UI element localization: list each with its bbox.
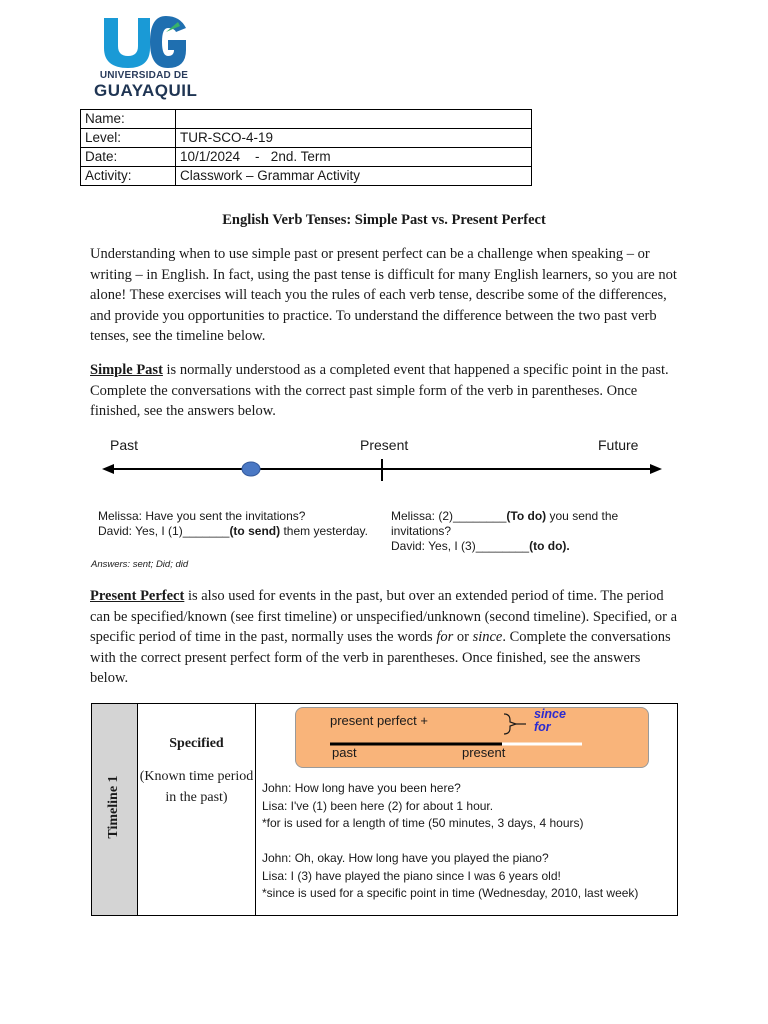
pp-conversation-1	[262, 780, 584, 833]
table-row	[81, 148, 532, 167]
present-perfect-heading: Present Perfect	[90, 588, 185, 604]
intro-paragraph: Understanding when to use simple past or present perfect can be a challenge when speaking – or writing – in English. In fact, using the past tense is difficult for many English learners, so you are not alone! These exercises will teach you the rules of each verb tense, describe some of the differences, and provide you opportunities to practice. To understand the difference between the two past verb tenses, see the timeline below.	[90, 246, 677, 345]
brace-icon	[496, 712, 526, 736]
ug-logo-icon	[100, 14, 188, 68]
conv-left-verb1: (to send)	[229, 524, 281, 538]
conv-right-verb3: (to do).	[529, 539, 570, 553]
pp-diagram-present: present	[462, 745, 506, 760]
university-logo	[94, 14, 198, 100]
name-label: Name:	[81, 110, 176, 129]
student-info-table	[80, 109, 532, 186]
level-value: TUR-SCO-4-19	[176, 129, 532, 148]
date-value: 10/1/2024 - 2nd. Term	[176, 148, 532, 167]
conversation-left	[98, 509, 368, 539]
pp-for-word: for	[436, 629, 454, 646]
date-label: Date:	[81, 148, 176, 167]
pp-line: John: Oh, okay. How long have you played the piano?	[262, 851, 549, 865]
conv-left-blank1: David: Yes, I (1)_______	[98, 524, 230, 538]
level-label: Level:	[81, 129, 176, 148]
specified-subtitle: (Known time period in the past)	[139, 769, 254, 805]
pp-since-word: since	[472, 629, 503, 646]
name-value[interactable]	[176, 110, 532, 129]
conv-left-end: them yesterday.	[280, 524, 368, 538]
activity-value: Classwork – Grammar Activity	[176, 167, 532, 186]
pp-line: John: How long have you been here?	[262, 781, 461, 795]
timeline-present-label: Present	[360, 437, 409, 453]
conv-right-cont: you send the	[546, 509, 619, 523]
pp-line: *since is used for a specific point in time (Wednesday, 2010, last week)	[262, 886, 639, 900]
table-row	[81, 167, 532, 186]
pp-text1: is also used for events in the past, but over an extended period of time. The period can be specified/known (see first timeline) or unspecified/unknown (second timeline). Specified, or a specific period of time in the past, normally uses the words	[90, 588, 678, 646]
timeline1-table	[91, 703, 678, 916]
timeline-arrow	[100, 456, 666, 484]
simple-past-text: is normally understood as a completed event that happened a specific point in the past. Complete the conversations with the correct past simple form of the verb in parentheses. Once finished, see the answers below.	[90, 362, 669, 420]
timeline-future-label: Future	[598, 437, 639, 453]
answers-note: Answers: sent; Did; did	[91, 559, 189, 570]
present-perfect-paragraph	[90, 586, 682, 689]
specified-heading: Specified	[169, 736, 224, 751]
table-row	[81, 129, 532, 148]
timeline-side-column	[92, 704, 138, 915]
conv-right-line2: invitations?	[391, 524, 452, 538]
pp-diagram-since: since	[534, 707, 566, 721]
logo-text-line2: GUAYAQUIL	[94, 81, 198, 100]
conversation-right	[391, 509, 618, 554]
conv-right-verb2: (To do)	[506, 509, 547, 523]
pp-text2: . Complete the conversations with the correct present perfect form of the verb in parentheses. Once finished, see the answers below.	[90, 629, 671, 687]
conv-left-line1: Melissa: Have you sent the invitations?	[98, 509, 306, 523]
pp-diagram-bar	[330, 741, 592, 747]
pp-diagram-label: present perfect +	[330, 713, 428, 728]
simple-past-paragraph	[90, 360, 682, 422]
pp-line: Lisa: I (3) have played the piano since I was 6 years old!	[262, 868, 561, 883]
timeline-point-icon	[242, 462, 260, 476]
activity-label: Activity:	[81, 167, 176, 186]
specified-column	[138, 704, 256, 915]
simple-past-heading: Simple Past	[90, 362, 163, 378]
pp-conversation-2	[262, 850, 638, 903]
present-perfect-diagram	[295, 707, 649, 768]
pp-diagram-past: past	[332, 745, 357, 760]
timeline1-label: Timeline 1	[106, 775, 121, 839]
table-row	[81, 110, 532, 129]
pp-or-word: or	[453, 629, 473, 646]
conv-right-blank3: David: Yes, I (3)________	[391, 539, 530, 553]
conv-right-line3	[391, 539, 618, 554]
pp-line: Lisa: I've (1) been here (2) for about 1 hour.	[262, 798, 494, 813]
timeline-past-label: Past	[110, 437, 139, 453]
pp-diagram-for: for	[534, 720, 551, 734]
page-title: English Verb Tenses: Simple Past vs. Present Perfect	[222, 212, 546, 228]
conv-left-line2	[98, 524, 368, 539]
conv-right-line1	[391, 509, 618, 524]
pp-line: *for is used for a length of time (50 minutes, 3 days, 4 hours)	[262, 816, 584, 830]
conv-right-blank2: Melissa: (2)________	[391, 509, 507, 523]
logo-text-line1: UNIVERSIDAD DE	[99, 70, 189, 81]
